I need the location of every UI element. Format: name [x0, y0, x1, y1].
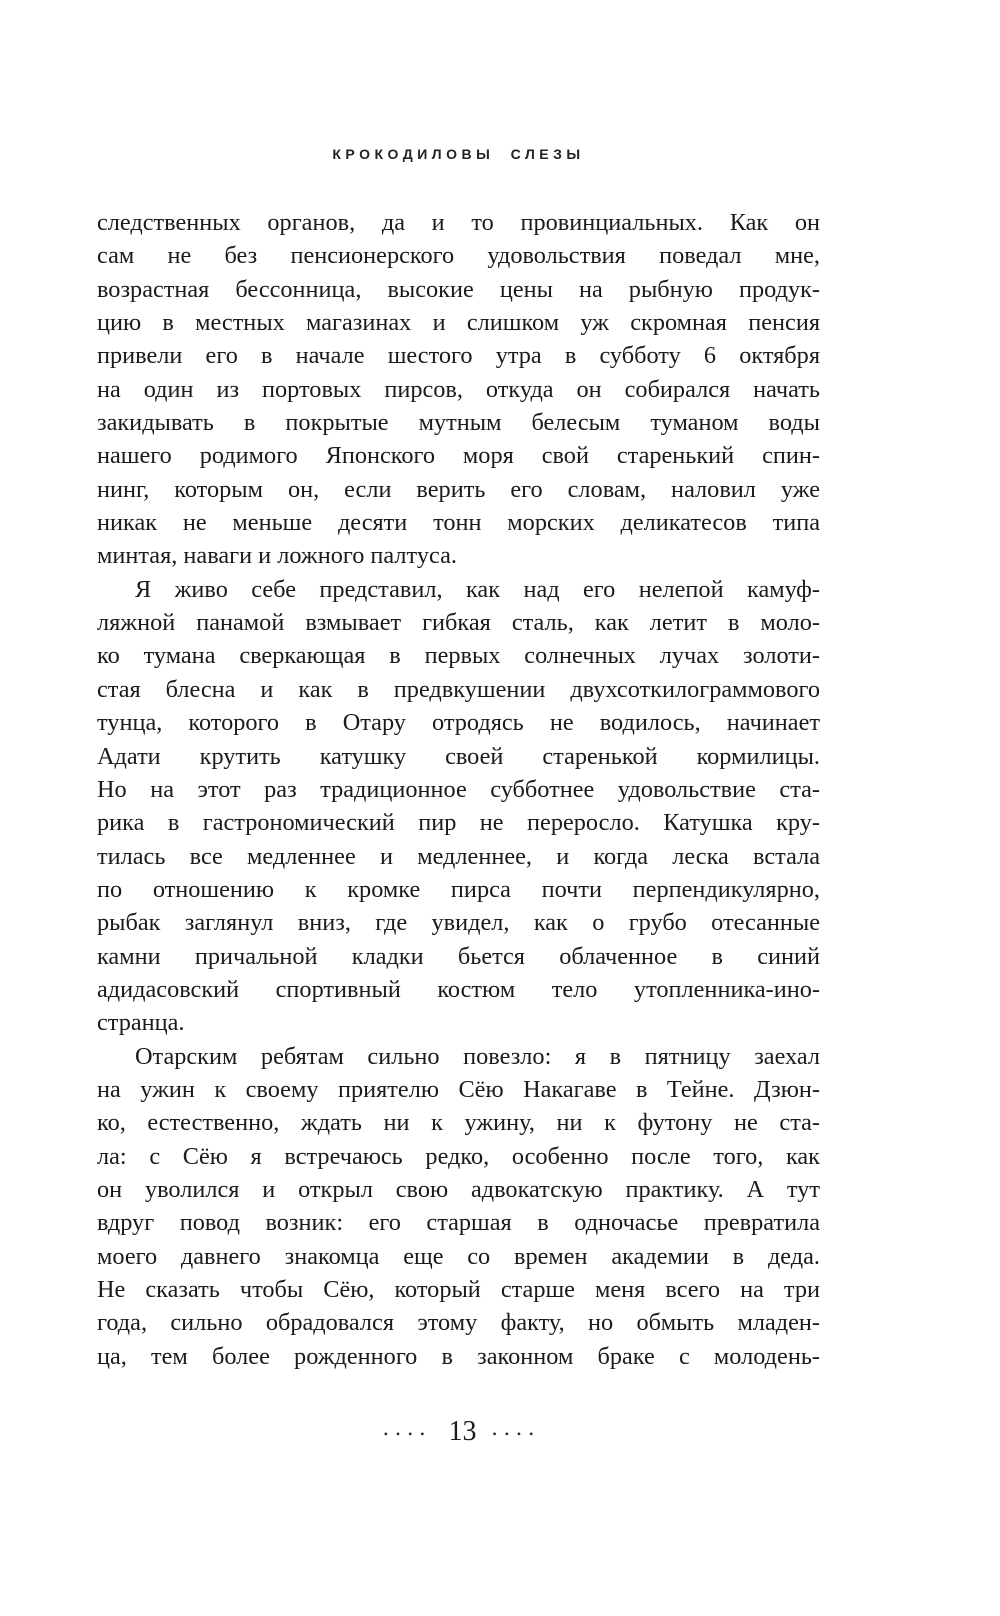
text-line: ко тумана сверкающая в первых солнечных лучах золоти-	[97, 642, 820, 670]
text-line: ца, тем более рожденного в законном браке с молодень-	[97, 1342, 820, 1370]
footer-ornament-left: ••••	[383, 1427, 433, 1441]
text-line: адидасовский спортивный костюм тело утопленника-ино-	[97, 975, 820, 1003]
text-line: камни причальной кладки бьется облаченное в синий	[97, 942, 820, 970]
text-line: Отарским ребятам сильно повезло: я в пятницу заехал	[135, 1042, 820, 1070]
text-line: цию в местных магазинах и слишком уж скромная пенсия	[97, 309, 820, 337]
text-line: тилась все медленнее и медленнее, и когда леска встала	[97, 842, 820, 870]
text-line: на ужин к своему приятелю Сёю Накагаве в Тейне. Дзюн-	[97, 1075, 820, 1103]
text-line: на один из портовых пирсов, откуда он собирался начать	[97, 375, 820, 403]
text-line: сам не без пенсионерского удовольствия поведал мне,	[97, 242, 820, 270]
paragraph	[97, 1040, 820, 1373]
text-line: Я живо себе представил, как над его нелепой камуф-	[135, 575, 820, 603]
text-line: года, сильно обрадовался этому факту, но обмыть младен-	[97, 1309, 820, 1337]
text-line: возрастная бессонница, высокие цены на рыбную продук-	[97, 275, 820, 303]
running-header: КРОКОДИЛОВЫ СЛЕЗЫ	[332, 146, 585, 162]
paragraph	[97, 206, 820, 573]
text-line: он уволился и открыл свою адвокатскую практику. А тут	[97, 1175, 820, 1203]
text-line: закидывать в покрытые мутным белесым туманом воды	[97, 409, 820, 437]
text-line: следственных органов, да и то провинциальных. Как он	[97, 209, 820, 236]
page-number: 13	[448, 1416, 477, 1447]
text-line: нашего родимого Японского моря свой старенький спин-	[97, 442, 820, 470]
text-line: привели его в начале шестого утра в субботу 6 октября	[97, 342, 820, 370]
text-line: Но на этот раз традиционное субботнее удовольствие ста-	[97, 775, 820, 803]
footer-ornament-right: ••••	[492, 1427, 542, 1441]
text-line: странца.	[97, 1009, 185, 1037]
text-line: ляжной панамой взмывает гибкая сталь, как летит в моло-	[97, 609, 820, 637]
body-text	[97, 206, 820, 1373]
text-line: по отношению к кромке пирса почти перпендикулярно,	[97, 875, 820, 903]
book-page	[97, 0, 820, 1616]
text-line: стая блесна и как в предвкушении двухсоткилограммового	[97, 675, 820, 703]
text-line: нинг, которым он, если верить его словам, наловил уже	[97, 475, 820, 503]
text-line: никак не меньше десяти тонн морских деликатесов типа	[97, 509, 820, 537]
text-line: ко, естественно, ждать ни к ужину, ни к футону не ста-	[97, 1109, 820, 1137]
text-line: рыбак заглянул вниз, где увидел, как о грубо отесанные	[97, 909, 820, 937]
text-line: ла: с Сёю я встречаюсь редко, особенно после того, как	[97, 1142, 820, 1170]
text-line: Не сказать чтобы Сёю, который старше меня всего на три	[97, 1276, 820, 1303]
text-line: моего давнего знакомца еще со времен академии в деда.	[97, 1242, 820, 1270]
text-line: Адати крутить катушку своей старенькой кормилицы.	[97, 742, 820, 770]
text-line: рика в гастрономический пир не переросло. Катушка кру-	[97, 809, 820, 837]
text-line: тунца, которого в Отару отродясь не водилось, начинает	[97, 709, 820, 737]
page-footer	[97, 1418, 820, 1446]
text-line: вдруг повод возник: его старшая в одночасье превратила	[97, 1209, 820, 1237]
paragraph	[97, 573, 820, 1040]
text-line: минтая, наваги и ложного палтуса.	[97, 542, 457, 570]
